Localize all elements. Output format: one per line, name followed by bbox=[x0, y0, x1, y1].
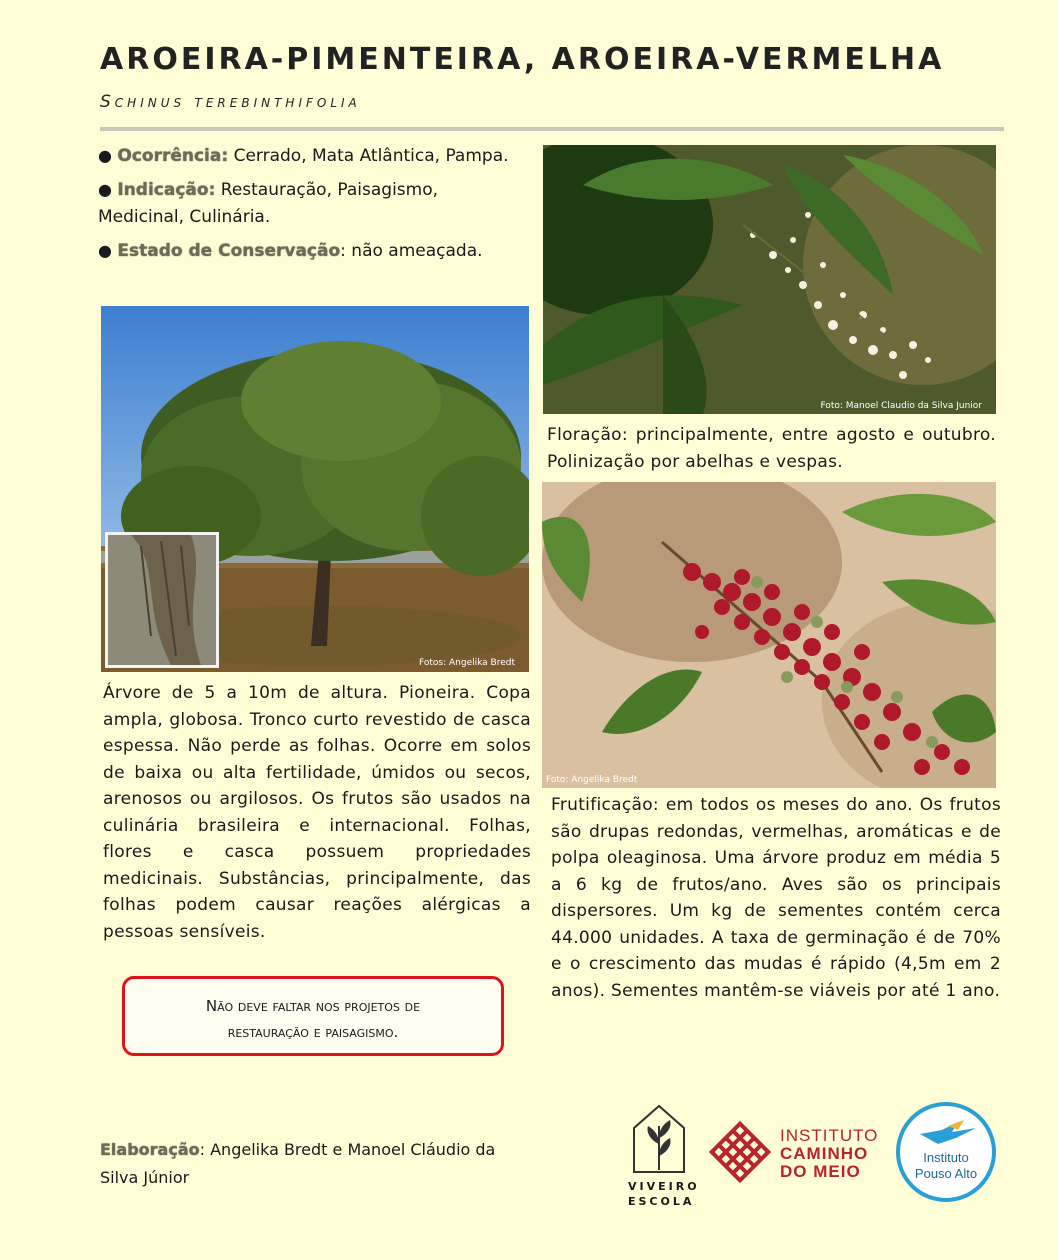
instituto-text: INSTITUTO bbox=[780, 1126, 879, 1145]
credits-text: : Angelika Bredt e Manoel Cláudio da Silva Júnior bbox=[100, 1140, 496, 1187]
callout-line: Não deve faltar nos projetos de bbox=[205, 997, 421, 1015]
fact-value: : não ameaçada. bbox=[340, 241, 483, 261]
credits bbox=[100, 1136, 520, 1192]
fact-key: Indicação: bbox=[117, 180, 216, 200]
house-plant-icon bbox=[628, 1104, 690, 1174]
fact-indication bbox=[98, 176, 518, 231]
facts-list bbox=[98, 142, 518, 271]
pouso-instituto-text: Instituto bbox=[923, 1150, 969, 1165]
fact-value: Restauração, Paisagismo, Medicinal, Culinária. bbox=[98, 180, 439, 227]
flower-photo bbox=[543, 145, 996, 414]
callout-line: restauração e paisagismo. bbox=[227, 1023, 399, 1041]
credits-label: Elaboração bbox=[100, 1140, 200, 1159]
flowering-text: Floração: principalmente, entre agosto e outubro. Polinização por abelhas e vespas. bbox=[547, 425, 996, 472]
callout-box bbox=[122, 976, 504, 1056]
fact-value: Cerrado, Mata Atlântica, Pampa. bbox=[228, 146, 509, 166]
photo-credit: Fotos: Angelika Bredt bbox=[419, 658, 515, 668]
fact-key: Estado de Conservação bbox=[117, 241, 341, 261]
instituto-caminho-do-meio-logo bbox=[708, 1116, 880, 1196]
photo-credit: Foto: Angelika Bredt bbox=[546, 775, 638, 785]
viveiro-text: VIVEIRO bbox=[628, 1180, 700, 1193]
caminho-text: CAMINHO bbox=[780, 1144, 869, 1163]
description-text: Árvore de 5 a 10m de altura. Pioneira. Copa ampla, globosa. Tronco curto revestido de casca espessa. Não perde as folhas. Ocorre em solos de baixa ou alta fertilidade, úmidos ou secos, arenosos ou argilosos. Os frutos são usados na culinária brasileira e internacional. Folhas, flores e casca possuem propriedades medicinais. Substâncias, principalmente, das folhas podem causar reações alérgicas a pessoas sensíveis. bbox=[103, 683, 531, 942]
viveiro-escola-logo bbox=[628, 1104, 700, 1208]
tree-photo bbox=[101, 306, 529, 672]
endless-knot-icon bbox=[708, 1120, 772, 1184]
fruit-photo bbox=[542, 482, 996, 788]
instituto-pouso-alto-logo bbox=[896, 1102, 996, 1202]
scientific-name: Schinus terebinthifolia bbox=[100, 92, 361, 112]
fruiting-text: Frutificação: em todos os meses do ano. Os frutos são drupas redondas, vermelhas, aromáticas e de polpa oleaginosa. Uma árvore produz em média 5 a 6 kg de frutos/ano. Aves são os principais dispersores. Um kg de sementes contém cerca 44.000 unidades. A taxa de germinação é de 70% e o crescimento das mudas é rápido (4,5m em 2 anos). Sementes mantêm-se viáveis por até 1 ano. bbox=[551, 795, 1001, 1001]
bullet-icon: ● bbox=[98, 146, 112, 165]
fact-occurrence bbox=[98, 142, 518, 170]
pouso-alto-text: Pouso Alto bbox=[914, 1166, 978, 1181]
fact-conservation bbox=[98, 237, 518, 265]
page-title: AROEIRA-PIMENTEIRA, AROEIRA-VERMELHA bbox=[100, 42, 945, 77]
title-divider bbox=[100, 127, 1004, 131]
bullet-icon: ● bbox=[98, 180, 112, 199]
do-meio-text: DO MEIO bbox=[780, 1162, 861, 1181]
bullet-icon: ● bbox=[98, 241, 112, 260]
photo-credit: Foto: Manoel Claudio da Silva Junior bbox=[820, 401, 982, 411]
escola-text: ESCOLA bbox=[628, 1195, 695, 1208]
fact-key: Ocorrência: bbox=[117, 146, 229, 166]
bird-icon bbox=[918, 1120, 978, 1146]
